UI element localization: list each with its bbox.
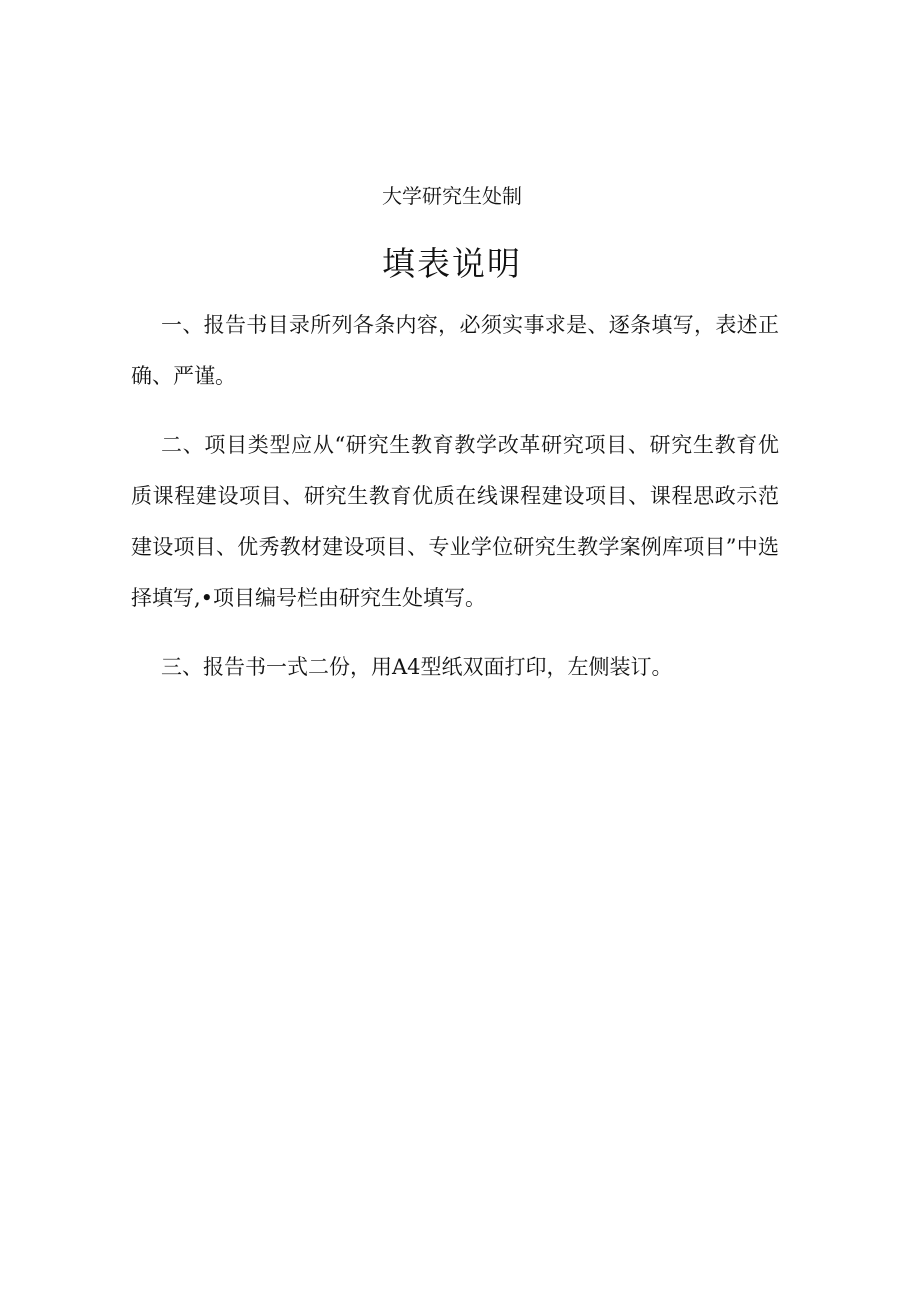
instruction-paragraph-2: 二、项目类型应从“研究生教育教学改革研究项目、研究生教育优质课程建设项目、研究生教育优质在线课程建设项目、课程思政示范建设项目、优秀教材建设项目、专业学位研究生教学案例库项目”中选择填写,•项目编号栏由研究生处填写。 [131, 433, 779, 610]
issuer-line: 大学研究生处制 [382, 184, 522, 208]
page-title: 填表说明 [382, 244, 522, 283]
instruction-paragraph-3: 三、报告书一式二份，用A4型纸双面打印，左侧装订。 [161, 655, 673, 679]
instructions-body [131, 300, 779, 711]
instruction-paragraph-1: 一、报告书目录所列各条内容，必须实事求是、逐条填写，表述正确、严谨。 [131, 313, 779, 388]
